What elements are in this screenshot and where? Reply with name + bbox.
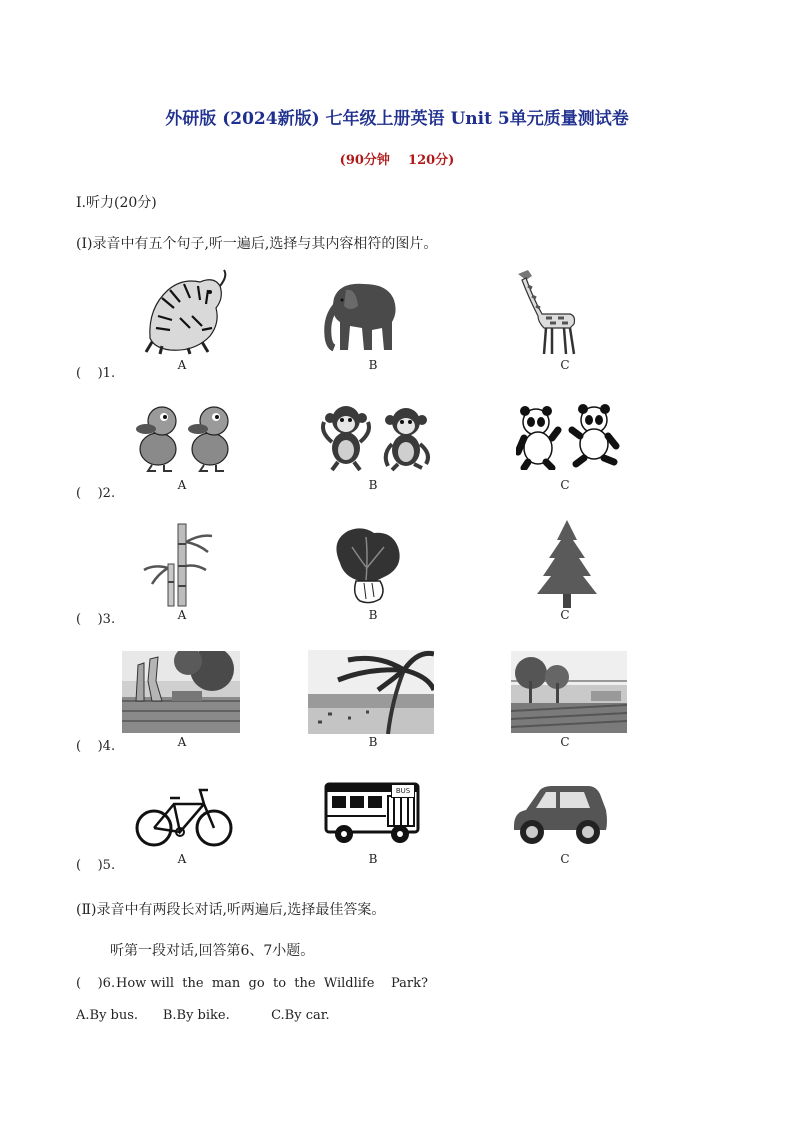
pine-tree-picture xyxy=(533,518,601,610)
page-title: 外研版 (2024新版) 七年级上册英语 Unit 5单元质量测试卷 xyxy=(165,109,629,129)
page-subtitle: (90分钟 120分) xyxy=(339,153,455,168)
q1-option-c[interactable]: C xyxy=(560,358,570,372)
ducks-picture xyxy=(132,403,236,473)
bus-sign: BUS xyxy=(391,784,415,798)
section-heading: Ⅰ.听力(20分) xyxy=(76,195,157,211)
q2-option-b[interactable]: B xyxy=(368,478,378,492)
q2-option-a[interactable]: A xyxy=(177,478,187,492)
bike-picture xyxy=(134,782,234,850)
q5-option-b[interactable]: B xyxy=(368,852,378,866)
q1-option-a[interactable]: A xyxy=(177,358,187,372)
q2-option-c[interactable]: C xyxy=(560,478,570,492)
zoo-picture xyxy=(122,651,240,733)
q5-option-c[interactable]: C xyxy=(560,852,570,866)
part1-instruction: (Ⅰ)录音中有五个句子,听一遍后,选择与其内容相符的图片。 xyxy=(76,236,438,252)
elephant-picture xyxy=(320,276,404,354)
monkeys-picture xyxy=(318,402,434,472)
tiger-picture xyxy=(140,268,230,356)
q5-option-a[interactable]: A xyxy=(177,852,187,866)
pandas-picture xyxy=(516,404,620,470)
q4-option-a[interactable]: A xyxy=(177,735,187,749)
q4-option-c[interactable]: C xyxy=(560,735,570,749)
q5-number[interactable]: ( )5. xyxy=(76,858,116,873)
q6-options[interactable]: A.By bus. B.By bike. C.By car. xyxy=(76,1008,330,1023)
q1-number[interactable]: ( )1. xyxy=(76,366,116,381)
q3-option-c[interactable]: C xyxy=(560,608,570,622)
q4-number[interactable]: ( )4. xyxy=(76,739,116,754)
q3-number[interactable]: ( )3. xyxy=(76,612,116,627)
bamboo-picture xyxy=(140,522,216,608)
dialogue1-instruction: 听第一段对话,回答第6、7小题。 xyxy=(110,943,315,959)
park-picture xyxy=(511,651,627,733)
q6-question: How will the man go to the Wildlife Park? xyxy=(116,976,428,991)
q3-option-b[interactable]: B xyxy=(368,608,378,622)
q3-option-a[interactable]: A xyxy=(177,608,187,622)
car-picture xyxy=(510,782,610,848)
q4-option-b[interactable]: B xyxy=(368,735,378,749)
giraffe-picture xyxy=(510,266,584,356)
beach-picture xyxy=(308,650,434,734)
q1-option-b[interactable]: B xyxy=(368,358,378,372)
part2-instruction: (Ⅱ)录音中有两段长对话,听两遍后,选择最佳答案。 xyxy=(76,902,386,918)
q6-number[interactable]: ( )6. xyxy=(76,976,116,991)
q2-number[interactable]: ( )2. xyxy=(76,486,116,501)
vegetable-picture xyxy=(330,525,404,605)
